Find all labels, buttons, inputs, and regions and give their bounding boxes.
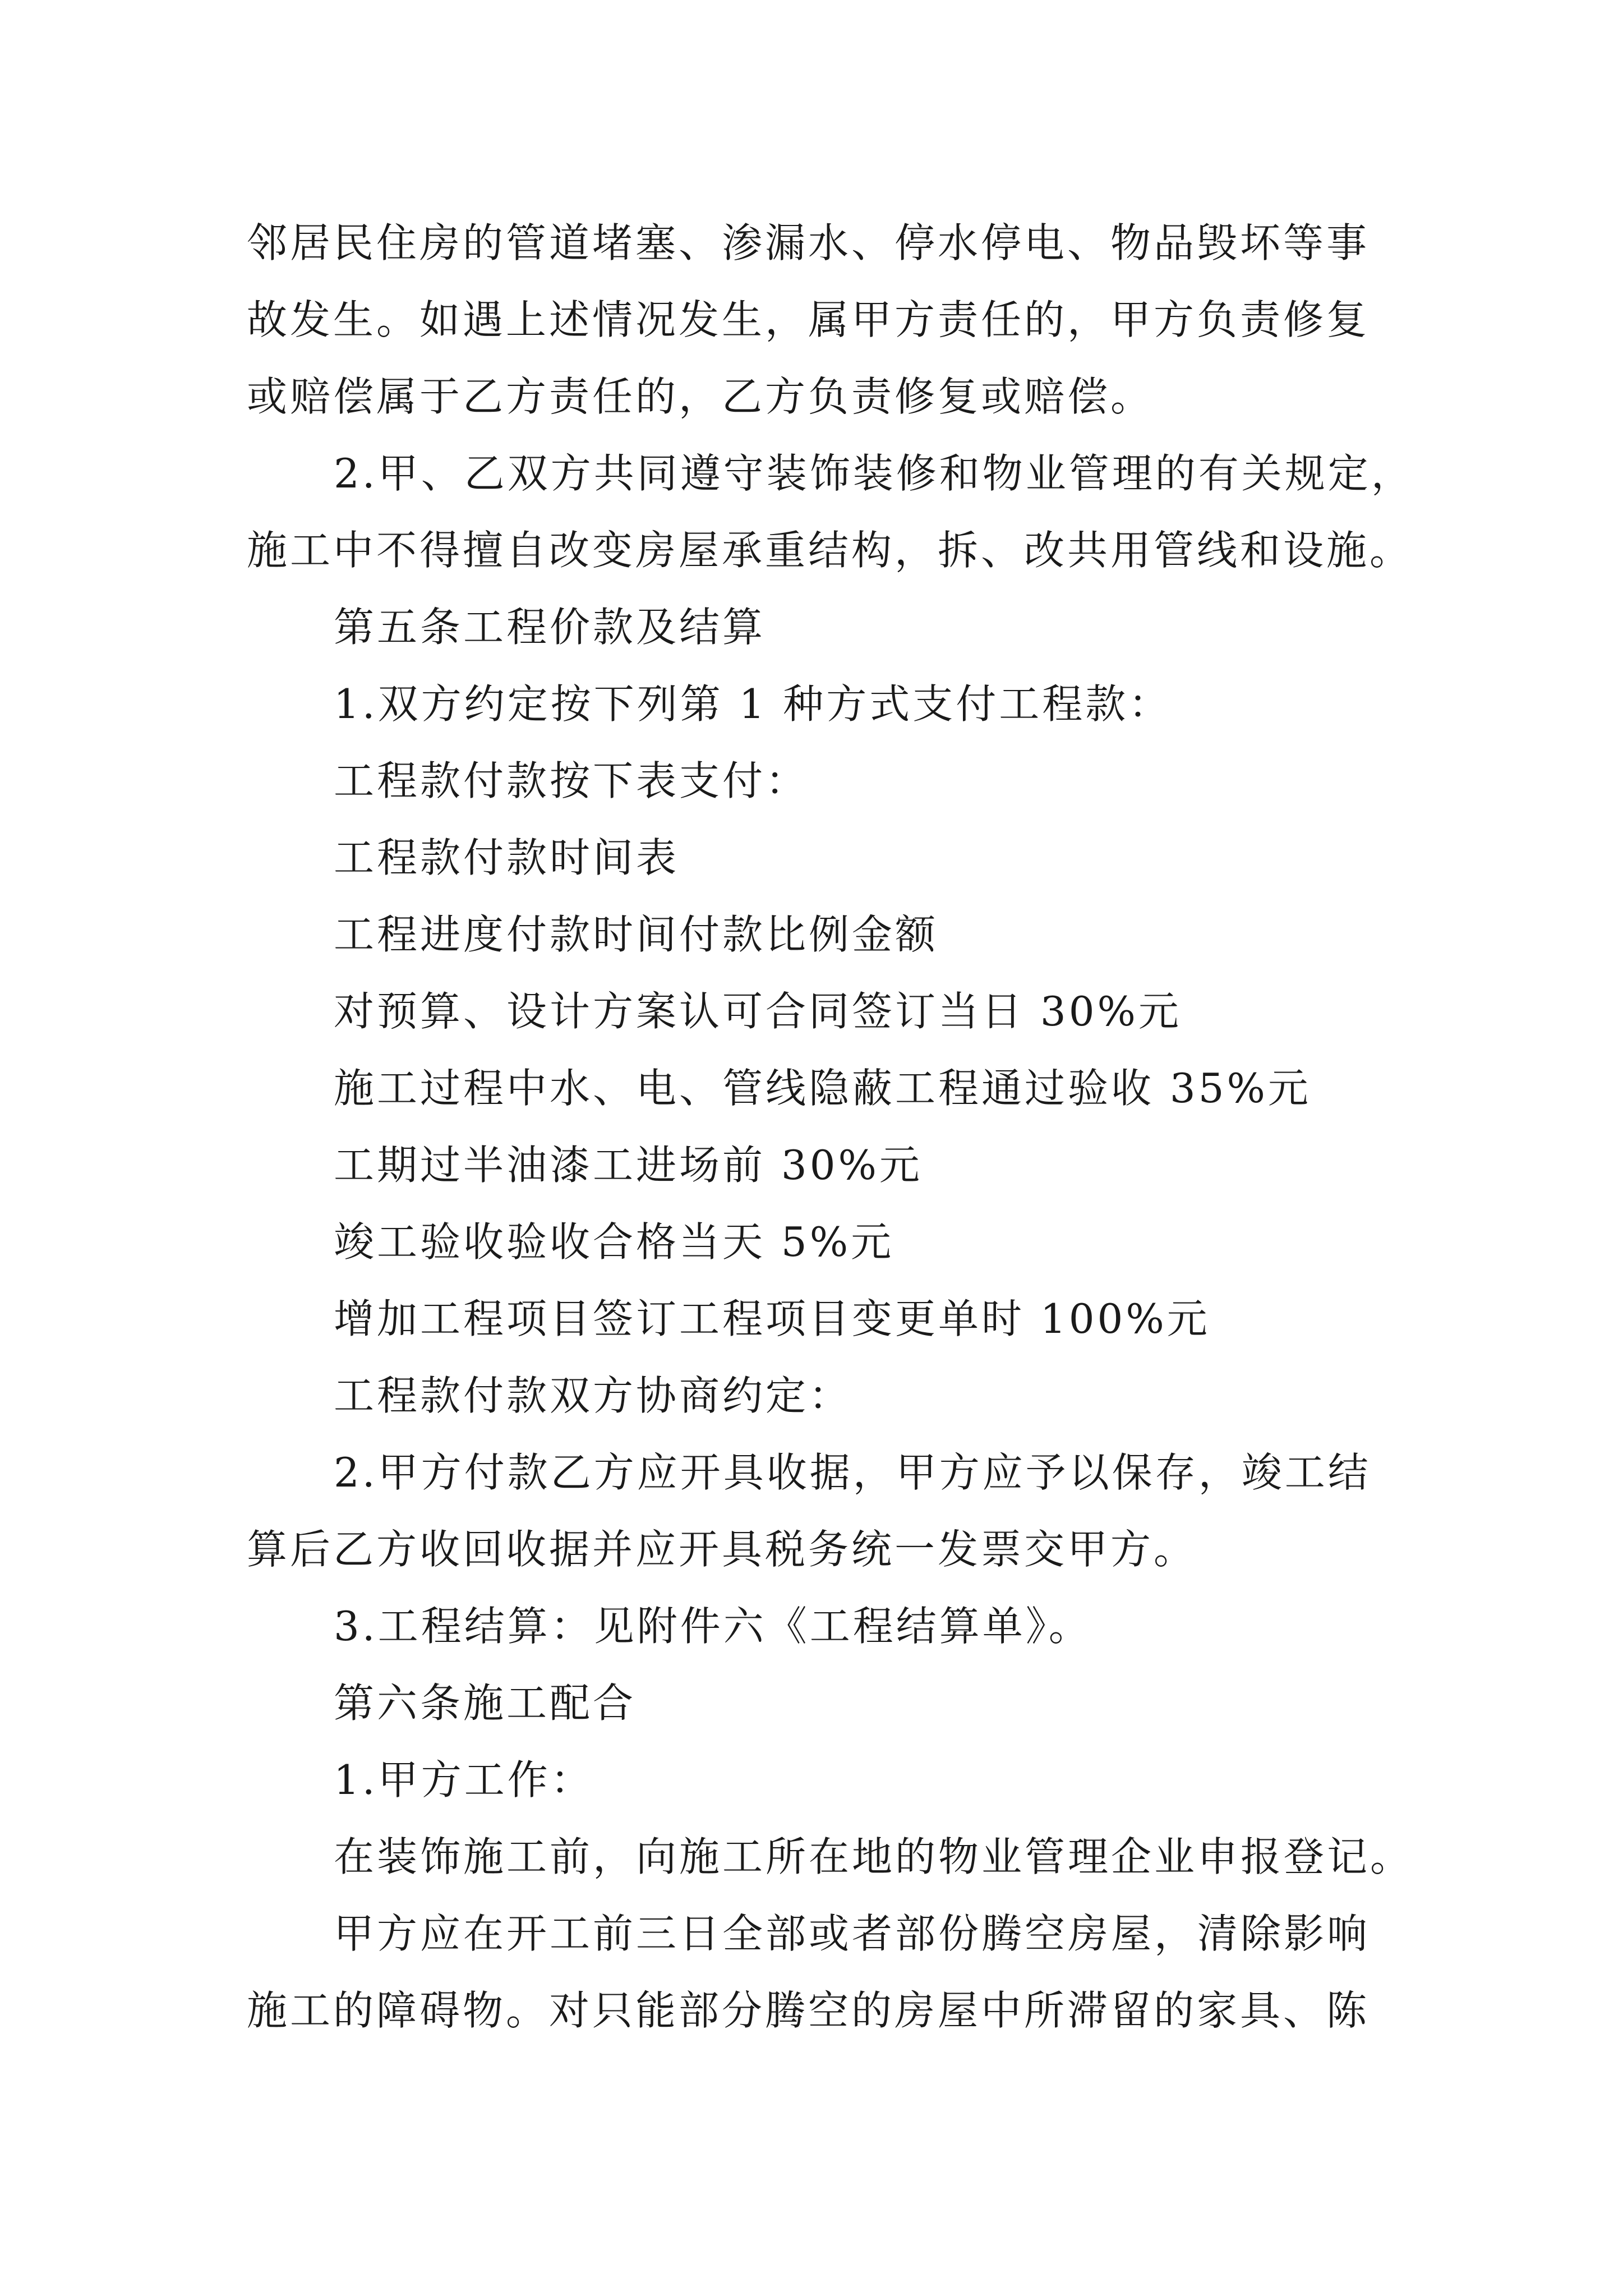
text-line: 1.甲方工作： bbox=[334, 1756, 594, 1803]
text-line: 算后乙方收回收据并应开具税务统一发票交甲方。 bbox=[247, 1526, 1197, 1573]
document-body bbox=[247, 205, 1414, 2049]
text-line: 施工的障碍物。对只能部分腾空的房屋中所滞留的家具、陈 bbox=[247, 1987, 1370, 2034]
payment-row: 施工过程中水、电、管线隐蔽工程通过验收 35%元 bbox=[334, 1065, 1311, 1112]
text-line: 故发生。如遇上述情况发生，属甲方责任的，甲方负责修复 bbox=[247, 296, 1370, 343]
text-line: 工程进度付款时间付款比例金额 bbox=[334, 911, 939, 958]
text-line: 工程款付款时间表 bbox=[334, 834, 680, 881]
payment-row: 增加工程项目签订工程项目变更单时 100%元 bbox=[334, 1295, 1210, 1342]
text-line: 3.工程结算：见附件六《工程结算单》。 bbox=[334, 1603, 1092, 1650]
text-line: 2.甲、乙双方共同遵守装饰装修和物业管理的有关规定， bbox=[334, 450, 1414, 497]
payment-row: 竣工验收验收合格当天 5%元 bbox=[334, 1218, 895, 1266]
text-line: 1.双方约定按下列第 1 种方式支付工程款： bbox=[334, 680, 1172, 728]
text-line: 2.甲方付款乙方应开具收据，甲方应予以保存，竣工结 bbox=[334, 1449, 1371, 1496]
section-heading: 第五条工程价款及结算 bbox=[334, 604, 766, 651]
text-line: 工程款付款双方协商约定： bbox=[334, 1372, 852, 1419]
text-line: 邻居民住房的管道堵塞、渗漏水、停水停电、物品毁坏等事 bbox=[247, 219, 1370, 266]
text-line: 施工中不得擅自改变房屋承重结构，拆、改共用管线和设施。 bbox=[247, 527, 1413, 574]
text-line: 甲方应在开工前三日全部或者部份腾空房屋，清除影响 bbox=[334, 1910, 1371, 1957]
text-line: 在装饰施工前，向施工所在地的物业管理企业申报登记。 bbox=[334, 1833, 1414, 1880]
text-line: 或赔偿属于乙方责任的，乙方负责修复或赔偿。 bbox=[247, 373, 1154, 420]
payment-row: 工期过半油漆工进场前 30%元 bbox=[334, 1142, 923, 1189]
payment-row: 对预算、设计方案认可合同签订当日 30%元 bbox=[334, 988, 1182, 1035]
section-heading: 第六条施工配合 bbox=[334, 1680, 637, 1727]
text-line: 工程款付款按下表支付： bbox=[334, 757, 809, 804]
